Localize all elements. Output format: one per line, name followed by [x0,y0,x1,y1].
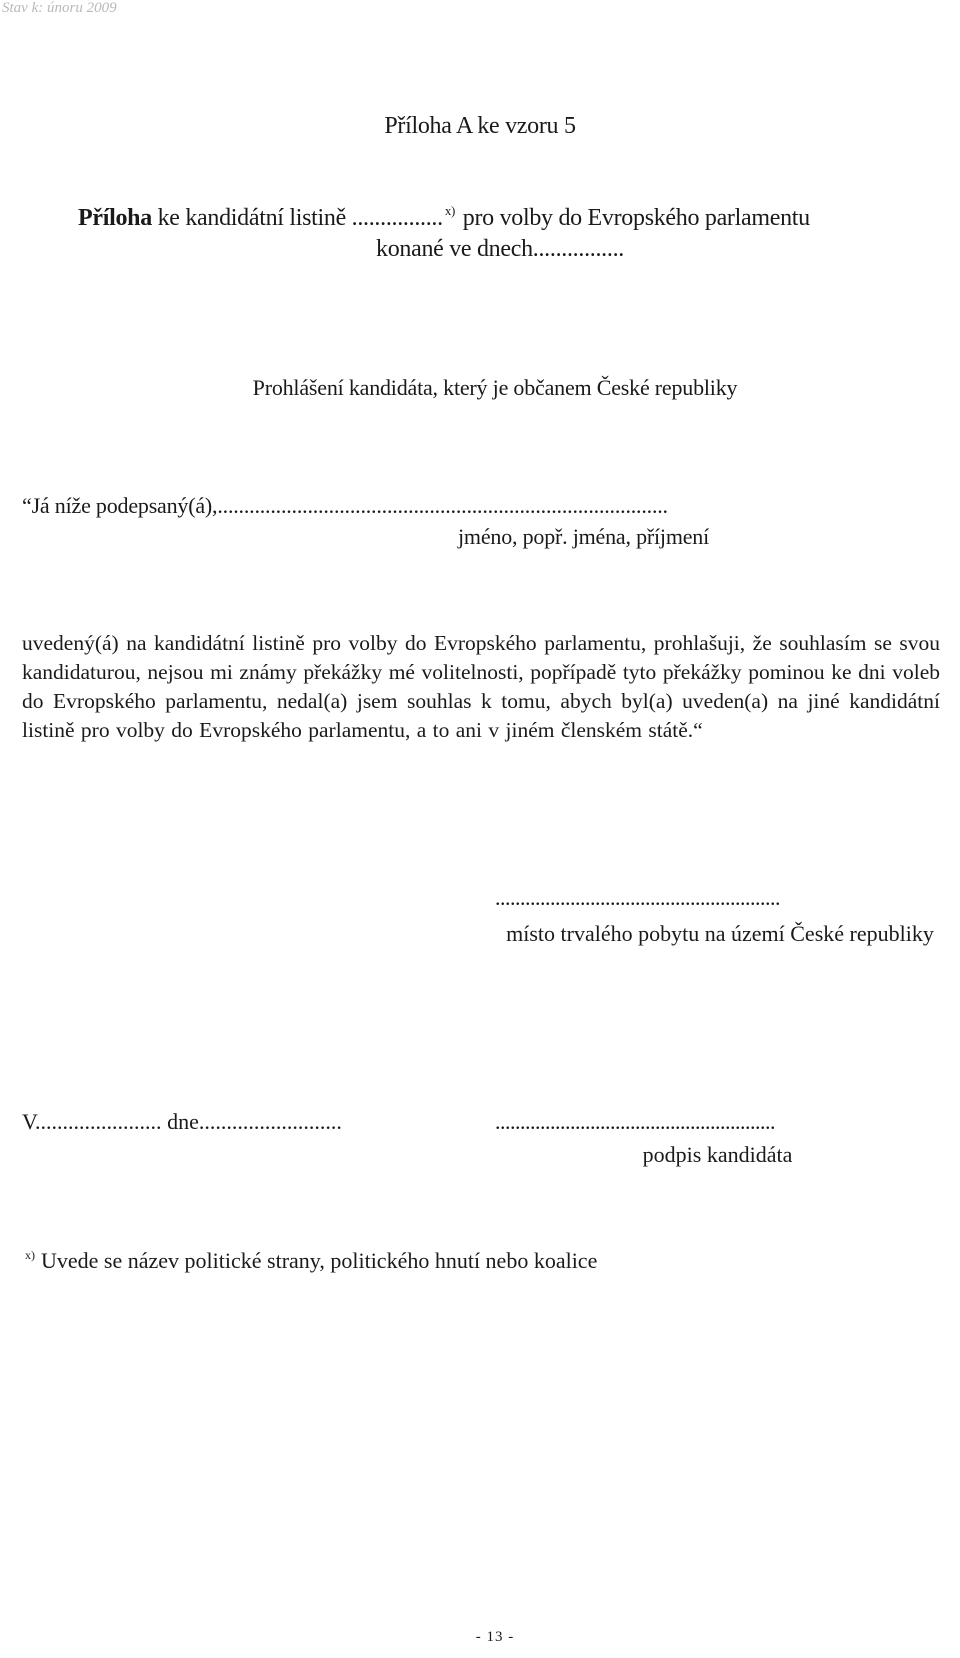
footnote [25,1248,597,1274]
place-date-line [22,1109,342,1135]
residence-caption: místo trvalého pobytu na území České republiky [506,921,934,946]
heading-line1 [78,203,810,232]
heading-bold-word: Příloha [78,205,152,231]
signature-field-dots: ........................................................ [495,1109,775,1134]
declaration-title: Prohlášení kandidáta, který je občanem České republiky [252,375,738,400]
heading-text: ke kandidátní listině ................ [151,205,443,231]
footnote-mark: x) [25,1248,35,1262]
heading-line2: konané ve dnech................ [376,236,624,262]
heading-tail: pro volby do Evropského parlamentu [457,205,810,231]
footnote-text: Uvede se název politické strany, politického hnutí nebo koalice [41,1248,598,1273]
heading-footnote-mark: x) [444,203,456,218]
page-number: - 13 - [475,1629,515,1645]
date-field: dne.......................... [167,1109,342,1134]
declaration-body: uvedený(á) na kandidátní listině pro volby do Evropského parlamentu, prohlašuji, že souhlasím se svou kandidaturou, nejsou mi známy překážky mé volitelnosti, popřípadě tyto překážky pominou ke dni voleb do Evropského parlamentu, nedal(a) jsem souhlas k tomu, abych byl(a) uveden(a) na jiné kandidátní listině pro volby do Evropského parlamentu, a to ani v jiném členském státě.“ [22,631,940,742]
attachment-title: Příloha A ke vzoru 5 [384,113,576,139]
residence-field-dots: ......................................................... [495,885,780,910]
signature-caption: podpis kandidáta [642,1142,793,1167]
header-stamp: Stav k: únoru 2009 [2,0,117,16]
signer-caption: jméno, popř. jména, příjmení [458,524,710,549]
place-field: V....................... [22,1109,168,1134]
signer-line: “Já níže podepsaný(á),..................................................................................... [22,493,668,518]
